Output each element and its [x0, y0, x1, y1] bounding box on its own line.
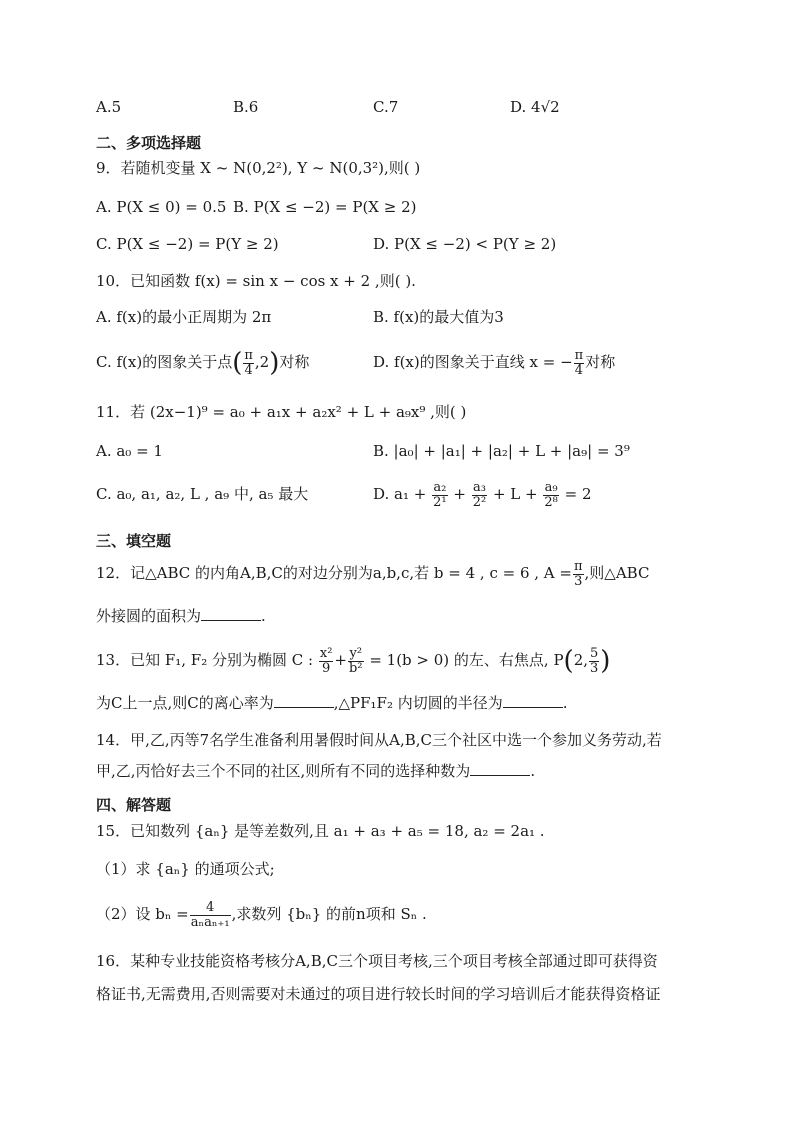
- q9-stem: 9．若随机变量 X ~ N(0,2²), Y ~ N(0,3²),则( ): [96, 159, 421, 177]
- q12-period: .: [261, 607, 266, 625]
- x2-over-9-fraction: [319, 647, 334, 676]
- a3-over-4-fraction: [472, 481, 487, 510]
- section-heading-fill-in: 三、填空题: [96, 532, 172, 550]
- section-heading-solve: 四、解答题: [96, 796, 172, 814]
- q15-part-2: [96, 894, 427, 934]
- q11-d-prefix: D. a₁ +: [373, 485, 427, 503]
- fraction-numerator: a₉: [544, 479, 558, 495]
- q12-prompt: 外接圆的面积为: [96, 607, 202, 625]
- q11-option-d: D. a₁ + $\frac{\text{a₂}}{\text{2¹}}$ + $\frac{\text{a₃}}{\text{2²}}$ + L + $\frac{\text{a₉}}{\text{2⁸}}$ = 2: [373, 479, 592, 510]
- q8-option-a: A.5: [96, 98, 122, 116]
- fraction-numerator: 4: [190, 901, 231, 916]
- q13-prompt-2: ,△PF₁F₂ 内切圆的半径为: [333, 694, 503, 712]
- q12-line-2: [96, 605, 266, 627]
- section-heading-multiple-choice: 二、多项选择题: [96, 134, 202, 152]
- pi-over-4-fraction: [574, 349, 585, 378]
- q11-option-c: C. a₀, a₁, a₂, L , a₉ 中, a₅ 最大: [96, 485, 309, 503]
- fraction-denominator: b²: [348, 660, 363, 676]
- q15-part-2-prefix: （2）设 bₙ =: [96, 905, 189, 923]
- q10-c-suffix: 对称: [279, 353, 310, 371]
- q12-stem-suffix: ,则△ABC: [584, 564, 650, 582]
- 5-over-3-fraction: [589, 647, 599, 676]
- fraction-denominator: aₙaₙ₊₁: [190, 914, 230, 930]
- q10-option-a: A. f(x)的最小正周期为 2π: [96, 308, 272, 326]
- q15-stem: 15．已知数列 {aₙ} 是等差数列,且 a₁ + a₃ + a₅ = 18, a₂ = 2a₁ .: [96, 822, 545, 840]
- q10-d-suffix: 对称: [585, 353, 616, 371]
- q16-line-2: 格证书,无需费用,否则需要对未通过的项目进行较长时间的学习培训后才能获得资格证: [96, 985, 661, 1003]
- q13-period: .: [562, 694, 568, 712]
- fraction-denominator: 4: [244, 362, 253, 378]
- q10-c-point-tail: ,2: [254, 353, 270, 371]
- q10-option-d: [373, 344, 615, 380]
- q9-option-c: C. P(X ≤ −2) = P(Y ≥ 2): [96, 235, 279, 253]
- a9-over-256-fraction: [543, 481, 558, 510]
- y2-over-b2-fraction: [348, 647, 364, 676]
- q14-line-1: 14．甲,乙,丙等7名学生准备利用暑假时间从A,B,C三个社区中选一个参加义务劳动,若: [96, 731, 662, 749]
- q8-option-b: B.6: [233, 98, 259, 116]
- q9-option-d: D. P(X ≤ −2) < P(Y ≥ 2): [373, 235, 557, 253]
- a2-over-2-fraction: [432, 481, 447, 510]
- pi-over-4-fraction: [243, 349, 254, 378]
- q13-stem-prefix: 13．已知 F₁, F₂ 分别为椭圆 C :: [96, 651, 314, 669]
- fraction-numerator: 5: [590, 645, 599, 661]
- answer-blank[interactable]: [201, 606, 261, 621]
- fraction-denominator: 3: [574, 573, 583, 589]
- fraction-numerator: a₃: [472, 479, 486, 495]
- q16-line-1: 16．某种专业技能资格考核分A,B,C三个项目考核,三个项目考核全部通过即可获得资: [96, 952, 658, 970]
- q10-option-c: [96, 344, 309, 381]
- q15-part-1: （1）求 {aₙ} 的通项公式;: [96, 860, 275, 878]
- right-paren-icon: ): [600, 646, 611, 676]
- fraction-numerator: y²: [349, 645, 363, 661]
- q12-stem-prefix: 12．记△ABC 的内角A,B,C的对边分别为a,b,c,若 b = 4 , c = 6 , A =: [96, 564, 572, 582]
- q10-d-prefix: D. f(x)的图象关于直线 x = −: [373, 353, 573, 371]
- q11-option-b: B. |a₀| + |a₁| + |a₂| + L + |a₉| = 3⁹: [373, 442, 630, 460]
- fraction-numerator: x²: [319, 645, 333, 661]
- fraction-numerator: π: [244, 347, 253, 363]
- q10-c-prefix: C. f(x)的图象关于点: [96, 353, 233, 371]
- q11-d-suffix: = 2: [564, 485, 592, 503]
- q11-option-a: A. a₀ = 1: [96, 442, 163, 460]
- q13-equation-tail: = 1(b > 0) 的左、右焦点, P: [369, 651, 564, 669]
- q12-line-1: [96, 555, 649, 591]
- q14-period: .: [530, 762, 536, 780]
- right-paren-icon: ): [269, 348, 280, 378]
- 4-over-anan1-fraction: [190, 901, 231, 930]
- left-paren-icon: (: [232, 348, 243, 378]
- q14-prompt: 甲,乙,丙恰好去三个不同的社区,则所有不同的选择种数为: [96, 762, 471, 780]
- q14-line-2: [96, 760, 535, 782]
- fraction-denominator: 2²: [472, 494, 487, 510]
- answer-blank[interactable]: [470, 761, 530, 776]
- fraction-denominator: 4: [574, 362, 584, 378]
- q13-prompt-1: 为C上一点,则C的离心率为: [96, 694, 274, 712]
- q13-line-1: [96, 640, 610, 681]
- q9-option-b: B. P(X ≤ −2) = P(X ≥ 2): [233, 198, 417, 216]
- fraction-denominator: 9: [321, 660, 331, 676]
- q10-option-b: B. f(x)的最大值为3: [373, 308, 504, 326]
- answer-blank[interactable]: [274, 693, 334, 708]
- q8-option-d: D. 4√2: [510, 98, 560, 116]
- fraction-numerator: π: [573, 558, 583, 574]
- fraction-denominator: 2¹: [433, 494, 447, 510]
- fraction-denominator: 2⁸: [544, 494, 558, 510]
- left-paren-icon: (: [563, 646, 574, 676]
- answer-blank[interactable]: [503, 693, 563, 708]
- fraction-numerator: a₂: [433, 479, 447, 495]
- q11-stem: 11．若 (2x−1)⁹ = a₀ + a₁x + a₂x² + L + a₉x⁹ ,则( ): [96, 403, 467, 421]
- q9-option-a: A. P(X ≤ 0) = 0.5: [96, 198, 227, 216]
- fraction-denominator: 3: [590, 660, 599, 676]
- q13-line-2: [96, 692, 568, 714]
- pi-over-3-fraction: [573, 560, 584, 589]
- fraction-numerator: π: [574, 347, 584, 363]
- q8-option-c: C.7: [373, 98, 399, 116]
- q15-part-2-suffix: ,求数列 {bₙ} 的前n项和 Sₙ .: [231, 905, 427, 923]
- plus-sign: +: [334, 651, 347, 669]
- q10-stem: 10．已知函数 f(x) = sin x − cos x + 2 ,则( ).: [96, 272, 416, 290]
- q11-d-mid: + L +: [492, 485, 538, 503]
- q13-point-x: 2,: [573, 651, 589, 669]
